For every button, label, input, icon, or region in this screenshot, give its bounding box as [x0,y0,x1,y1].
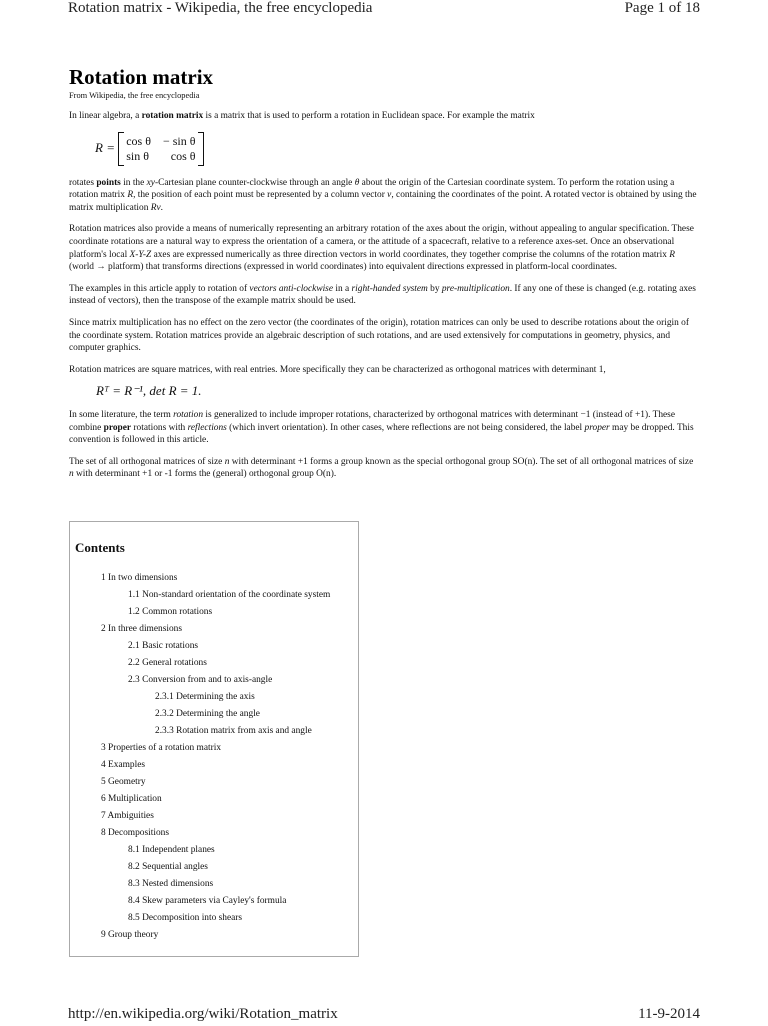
paragraph-square-matrices: Rotation matrices are square matrices, with real entries. More specifically they can be characterized as orthogonal matrices with determinant 1, [69,364,606,375]
paragraph-improper: In some literature, the term rotation is generalized to include improper rotations, characterized by orthogonal matrices with determinant −1 (instead of +1). These combine proper rotations with reflections (which invert orientation). In other cases, where reflections are not being considered, the label proper may be dropped. This convention is followed in this article. [69,409,694,446]
formula-lhs: R = [95,139,115,155]
toc-item[interactable]: 9 Group theory [70,927,358,944]
toc-item[interactable]: 2.3.3 Rotation matrix from axis and angle [70,723,358,740]
paragraph-axes: Rotation matrices also provide a means of numerically representing an arbitrary rotation of the axes about the origin, without appealing to angular specification. These coordinate rotations are a natural way to express the orientation of a camera, or the attitude of a spacecraft, relative to a reference axes-set. Once an observational platform's local X-Y-Z axes are expressed numerically as three direction vectors in world coordinates, they together comprise the columns of the rotation matrix R (world → platform) that transforms directions (expressed in world coordinates) into equivalent directions expressed in platform-local coordinates. [69,224,694,273]
toc-item[interactable]: 2.3 Conversion from and to axis-angle [70,672,358,689]
toc-item[interactable]: 1.2 Common rotations [70,604,358,621]
matrix-cell: cos θ [170,148,196,163]
toc-item[interactable]: 8.5 Decomposition into shears [70,910,358,927]
toc-item[interactable]: 8.4 Skew parameters via Cayley's formula [70,893,358,910]
paragraph-rotates-points: rotates points in the xy-Cartesian plane counter-clockwise through an angle θ about the origin of the Cartesian coordinate system. To perform the rotation using a rotation matrix R, the position of each point must be represented by a column vector v, containing the coordinates of the point. A rotated vector is obtained by using the matrix multiplication Rv. [69,177,697,213]
toc-heading: Contents [75,540,125,555]
toc-item[interactable]: 2.1 Basic rotations [70,638,358,655]
toc-item[interactable]: 8.1 Independent planes [70,842,358,859]
toc-item[interactable]: 2.2 General rotations [70,655,358,672]
print-footer-date: 11-9-2014 [638,1006,700,1022]
toc-item[interactable]: 1.1 Non-standard orientation of the coordinate system [70,587,358,604]
print-footer-url: http://en.wikipedia.org/wiki/Rotation_matrix [68,1006,338,1022]
paragraph-examples: The examples in this article apply to rotation of vectors anti-clockwise in a right-handed system by pre-multiplication. If any one of these is changed (e.g. rotating axes instead of vectors), then the transpose of the example matrix should be used. [69,283,696,307]
matrix-cell: − sin θ [162,133,196,148]
tagline: From Wikipedia, the free encyclopedia [69,91,200,100]
print-header [68,0,700,20]
article-body [69,64,697,490]
print-header-page: Page 1 of 18 [624,0,700,16]
toc-item[interactable]: 4 Examples [70,757,358,774]
toc-item[interactable]: 2 In three dimensions [70,621,358,638]
intro-paragraph: In linear algebra, a rotation matrix is a matrix that is used to perform a rotation in Euclidean space. For example the matrix [69,111,535,121]
paragraph-groups: The set of all orthogonal matrices of size n with determinant +1 forms a group known as the special orthogonal group SO(n). The set of all orthogonal matrices of size n with determinant +1 or -1 forms the (general) orthogonal group O(n). [69,456,694,480]
page-title: Rotation matrix [69,65,214,89]
matrix-cell: cos θ [126,133,151,148]
toc-item[interactable]: 8.2 Sequential angles [70,859,358,876]
orthogonal-formula: Rᵀ = R⁻¹, det R = 1. [96,383,202,399]
toc-item[interactable]: 5 Geometry [70,774,358,791]
rotation-matrix-formula [95,132,697,166]
points-link[interactable]: points [96,177,121,188]
toc-item[interactable]: 8 Decompositions [70,825,358,842]
print-footer [68,1006,700,1026]
matrix-cell: sin θ [126,148,149,163]
toc-item[interactable]: 1 In two dimensions [70,570,358,587]
rotation-matrix-term: rotation matrix [141,111,204,121]
matrix [118,132,203,166]
toc-item[interactable]: 2.3.2 Determining the angle [70,706,358,723]
toc-item[interactable]: 7 Ambiguities [70,808,358,825]
table-of-contents [69,521,359,957]
toc-item[interactable]: 6 Multiplication [70,791,358,808]
toc-item[interactable]: 3 Properties of a rotation matrix [70,740,358,757]
toc-list [70,570,358,944]
paragraph-zero-vector: Since matrix multiplication has no effect on the zero vector (the coordinates of the origin), rotation matrices can only be used to describe rotations about the origin of the coordinate system. Rotation matrices provide an algebraic description of such rotations, and are used extensively for computations in geometry, physics, and computer graphics. [69,317,689,354]
print-header-title: Rotation matrix - Wikipedia, the free encyclopedia [68,0,373,16]
toc-item[interactable]: 8.3 Nested dimensions [70,876,358,893]
toc-item[interactable]: 2.3.1 Determining the axis [70,689,358,706]
